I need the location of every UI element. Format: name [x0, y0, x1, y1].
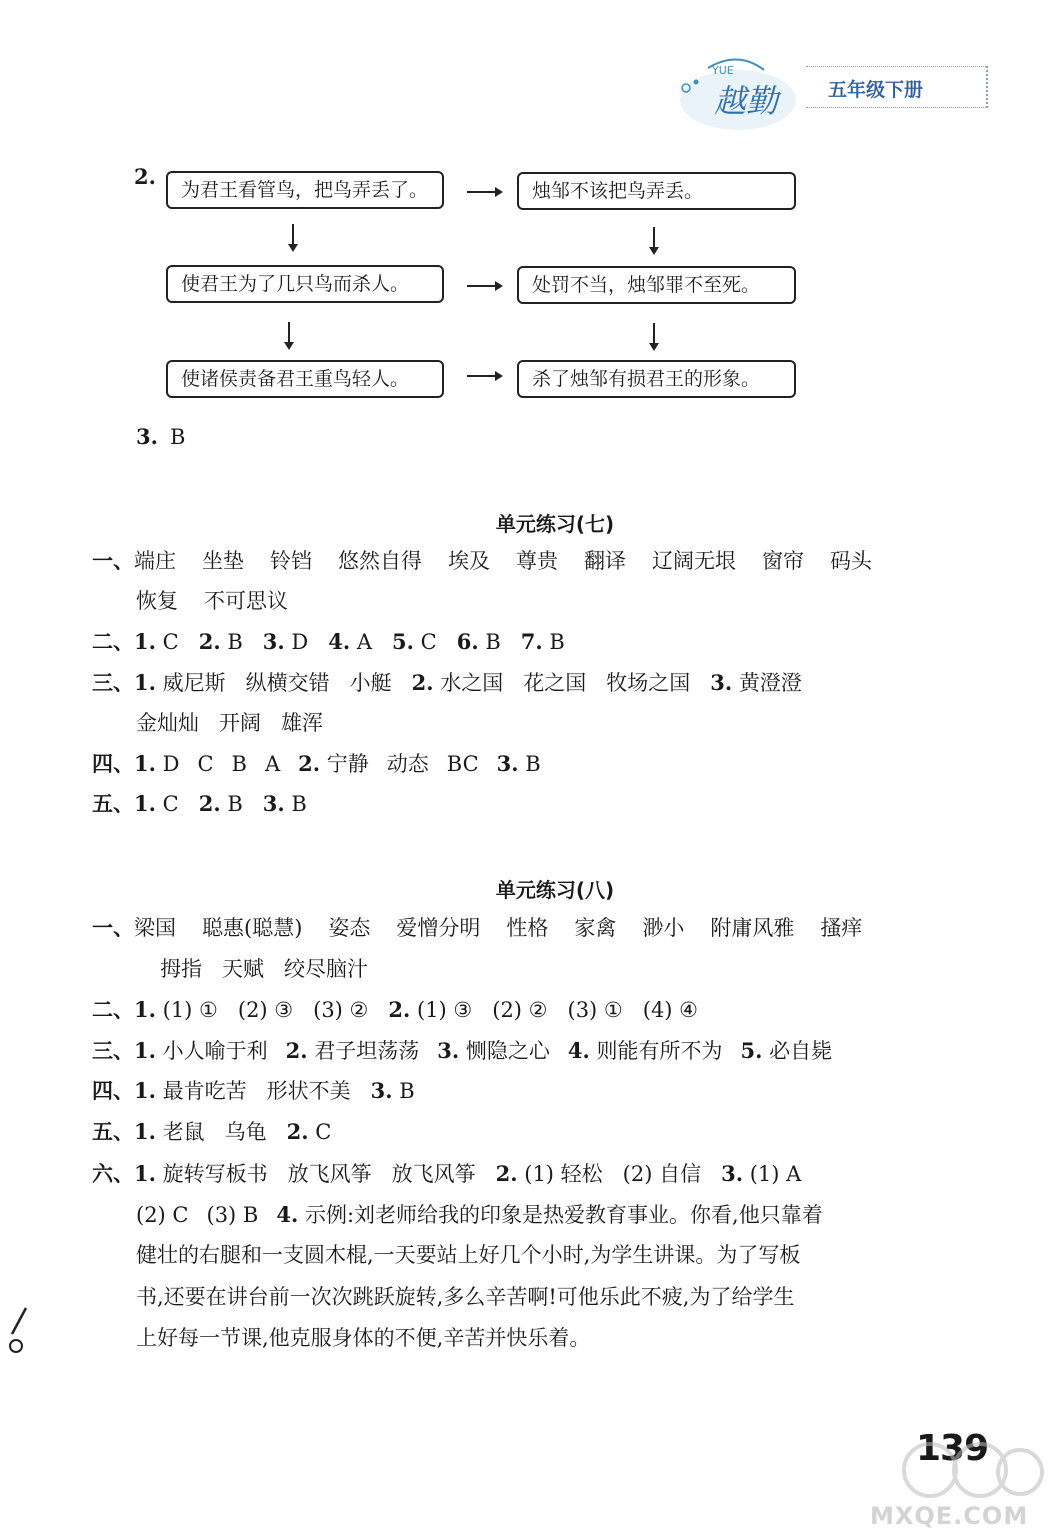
item-number: 2. [286, 1119, 309, 1144]
item-number: 3. [710, 670, 733, 695]
page-number: 139 [916, 1428, 989, 1469]
unit7-title: 单元练习(七) [495, 512, 615, 536]
answer: 小艇 [349, 671, 392, 695]
answer: 宁静 [326, 752, 369, 776]
answer: (3) ② [313, 998, 369, 1022]
item-number: 1. [134, 1161, 156, 1186]
answer-word: 埃及 [448, 549, 490, 573]
answer: (2) C [136, 1203, 189, 1227]
item-number: 2. [411, 670, 434, 695]
arrow-down-icon [653, 323, 655, 347]
section-label: 一、 [92, 548, 134, 573]
item-number: 3. [437, 1038, 460, 1063]
item-number: 2. [495, 1161, 518, 1186]
answer-word: 聪惠(聪慧) [202, 916, 303, 940]
answer: C [315, 1120, 332, 1144]
item-number: 1. [134, 751, 156, 776]
watermark [870, 1436, 1045, 1532]
unit7-s4 [92, 750, 952, 778]
item-number: 5. [392, 629, 414, 654]
answer-word: 天赋 [222, 957, 264, 981]
answer: C [420, 630, 437, 654]
answer-word: 尊贵 [516, 549, 558, 573]
item-number: 3. [721, 1161, 744, 1186]
answer: B [231, 752, 247, 776]
grade-badge [806, 66, 988, 108]
answer-word: 悠然自得 [338, 549, 422, 573]
answer: 老鼠 [162, 1120, 205, 1144]
section-label: 二、 [92, 629, 134, 654]
arrow-right-icon [467, 375, 499, 377]
answer: B [549, 630, 565, 654]
answer: (4) ④ [642, 998, 698, 1022]
answer: (1) 轻松 [524, 1162, 603, 1186]
item-number: 1. [134, 791, 156, 816]
answer-word: 坐垫 [202, 549, 244, 573]
unit8-title: 单元练习(八) [495, 878, 615, 902]
item-number: 2. [198, 629, 221, 654]
item-number: 1. [134, 670, 156, 695]
answer: C [197, 752, 214, 776]
answer-word: 渺小 [642, 916, 685, 940]
section-label: 六、 [92, 1161, 134, 1186]
q3-answer [136, 424, 185, 449]
item-number: 2. [285, 1038, 308, 1063]
section-label: 三、 [92, 1038, 134, 1063]
answer-word: 辽阔无垠 [652, 549, 736, 573]
answer: 金灿灿 [136, 711, 199, 735]
answer-word: 姿态 [328, 916, 371, 940]
unit8-s4 [92, 1077, 952, 1105]
answer: 花之国 [523, 671, 587, 695]
item-number: 1. [134, 629, 156, 654]
answer-word: 码头 [830, 549, 872, 573]
answer-word: 不可思议 [204, 589, 288, 613]
answer: B [399, 1079, 415, 1103]
answer: 形状不美 [266, 1079, 351, 1103]
item-number: 1. [134, 1078, 156, 1103]
answer-word: 绞尽脑汁 [284, 957, 368, 981]
answer: D [291, 630, 309, 654]
answer: 雄浑 [281, 711, 323, 735]
watermark-text: MXQE.COM [870, 1502, 1029, 1530]
unit7-s3-line1 [92, 669, 952, 697]
answer-word: 翻译 [584, 549, 626, 573]
answer-word: 爱憎分明 [396, 916, 481, 940]
item-number: 2. [198, 791, 221, 816]
answer: 最肯吃苦 [162, 1079, 247, 1103]
answer: D [162, 752, 180, 776]
item-number: 3. [262, 629, 285, 654]
arrow-right-icon [467, 191, 499, 193]
item-number: 6. [456, 629, 479, 654]
item-number: 4. [328, 629, 351, 654]
answer-word: 搔痒 [820, 916, 863, 940]
answer: (2) 自信 [622, 1162, 702, 1186]
answer-word: 附庸风雅 [710, 916, 795, 940]
flow-box-left-2: 使君王为了几只鸟而杀人。 [166, 265, 444, 303]
section-label: 三、 [92, 670, 134, 695]
unit7-s2 [92, 628, 952, 656]
section-label: 四、 [92, 1078, 134, 1103]
item-number: 3. [262, 791, 285, 816]
unit8-s6-line5: 上好每一节课,他克服身体的不便,辛苦并快乐着。 [136, 1326, 591, 1350]
arrow-down-icon [653, 227, 655, 251]
unit8-s6-line3: 健壮的右腿和一支圆木棍,一天要站上好几个小时,为学生讲课。为了写板 [136, 1243, 801, 1267]
flow-box-left-1: 为君王看管鸟，把鸟弄丢了。 [166, 171, 444, 209]
answer: (2) ③ [237, 998, 294, 1022]
arrow-down-icon [288, 322, 290, 346]
answer: 小人喻于利 [162, 1039, 268, 1063]
answer-word: 性格 [506, 916, 549, 940]
answer: A [356, 630, 373, 654]
answer: C [162, 792, 179, 816]
item-number: 7. [520, 629, 543, 654]
answer: 放飞风筝 [391, 1162, 476, 1186]
answer-word: 恢复 [136, 589, 178, 613]
answer: B [525, 752, 541, 776]
section-label: 五、 [92, 791, 134, 816]
unit7-s3-line2 [136, 709, 996, 737]
answer: C [162, 630, 179, 654]
answer-word: 端庄 [134, 549, 176, 573]
q3-number: 3. [136, 424, 158, 449]
item-number: 1. [134, 997, 156, 1022]
section-label: 一、 [92, 915, 134, 940]
answer: B [227, 630, 243, 654]
item-number: 1. [134, 1119, 156, 1144]
answer: (2) ② [492, 998, 548, 1022]
item-number: 3. [496, 751, 519, 776]
q3-value: B [169, 425, 186, 449]
answer-word: 拇指 [160, 957, 202, 981]
item-number: 4. [567, 1038, 590, 1063]
answer: 旋转写板书 [162, 1162, 268, 1186]
unit8-s2 [92, 996, 952, 1024]
answer: 乌龟 [224, 1120, 267, 1144]
answer: 开阔 [219, 711, 261, 735]
margin-mark-icon [4, 1306, 34, 1356]
answer: BC [446, 752, 479, 776]
unit7-s5 [92, 790, 952, 818]
answer: 动态 [386, 752, 429, 776]
answer-word: 家禽 [574, 916, 617, 940]
section-label: 四、 [92, 751, 134, 776]
answer: A [264, 752, 281, 776]
flow-box-right-2: 处罚不当，烛邹罪不至死。 [517, 266, 796, 304]
answer-word: 梁国 [134, 916, 176, 940]
answer: (1) ① [162, 998, 218, 1022]
brand-text: 越勤 [714, 82, 779, 120]
item-number: 5. [740, 1038, 763, 1063]
unit7-s1-line1 [92, 547, 952, 575]
unit7-s1-line2 [136, 587, 996, 615]
answer: 放飞风筝 [287, 1162, 372, 1186]
answer: (3) B [206, 1203, 259, 1227]
answer: 威尼斯 [162, 671, 226, 695]
answer: 牧场之国 [606, 671, 691, 695]
unit8-s6-line4: 书,还要在讲台前一次次跳跃旋转,多么辛苦啊!可他乐此不疲,为了给学生 [136, 1285, 795, 1309]
answer: 必自毙 [769, 1039, 833, 1063]
watermark-logo-icon [870, 1436, 1045, 1502]
answer: (1) ③ [417, 998, 473, 1022]
answer: 恻隐之心 [465, 1039, 550, 1063]
item-number: 3. [370, 1078, 393, 1103]
item-number: 2. [388, 997, 411, 1022]
answer-word: 铃铛 [270, 549, 312, 573]
item-number: 4. [276, 1202, 299, 1227]
unit8-s6-line2 [136, 1201, 996, 1229]
answer: 黄澄澄 [738, 671, 802, 695]
answer: B [291, 792, 307, 816]
answer: 君子坦荡荡 [314, 1039, 420, 1063]
answer-word: 窗帘 [762, 549, 804, 573]
answer: (3) ① [567, 998, 623, 1022]
arrow-right-icon [467, 285, 499, 287]
item-number: 1. [134, 1038, 156, 1063]
unit8-s3 [92, 1037, 952, 1065]
answer: 纵横交错 [245, 671, 330, 695]
answer-paragraph: 示例:刘老师给我的印象是热爱教育事业。你看,他只靠着 [304, 1203, 823, 1227]
answer: 则能有所不为 [596, 1039, 723, 1063]
unit8-s6-line1 [92, 1160, 952, 1188]
arrow-down-icon [292, 224, 294, 248]
flow-box-right-1: 烛邹不该把鸟弄丢。 [517, 172, 796, 210]
flow-box-left-3: 使诸侯责备君王重鸟轻人。 [166, 360, 444, 398]
unit8-s5 [92, 1118, 952, 1146]
brand-small-text: YUE [712, 64, 734, 77]
grade-label: 五年级下册 [828, 79, 924, 101]
item-number: 2. [298, 751, 321, 776]
q2-number: 2. [134, 164, 156, 189]
answer: B [227, 792, 243, 816]
unit8-s1-line2 [160, 955, 1020, 983]
answer: (1) A [749, 1162, 802, 1186]
section-label: 二、 [92, 997, 134, 1022]
answer: 水之国 [440, 671, 504, 695]
answer: B [485, 630, 501, 654]
brand-logo-icon [668, 48, 798, 138]
flow-box-right-3: 杀了烛邹有损君王的形象。 [517, 360, 796, 398]
section-label: 五、 [92, 1119, 134, 1144]
unit8-s1-line1 [92, 914, 952, 942]
